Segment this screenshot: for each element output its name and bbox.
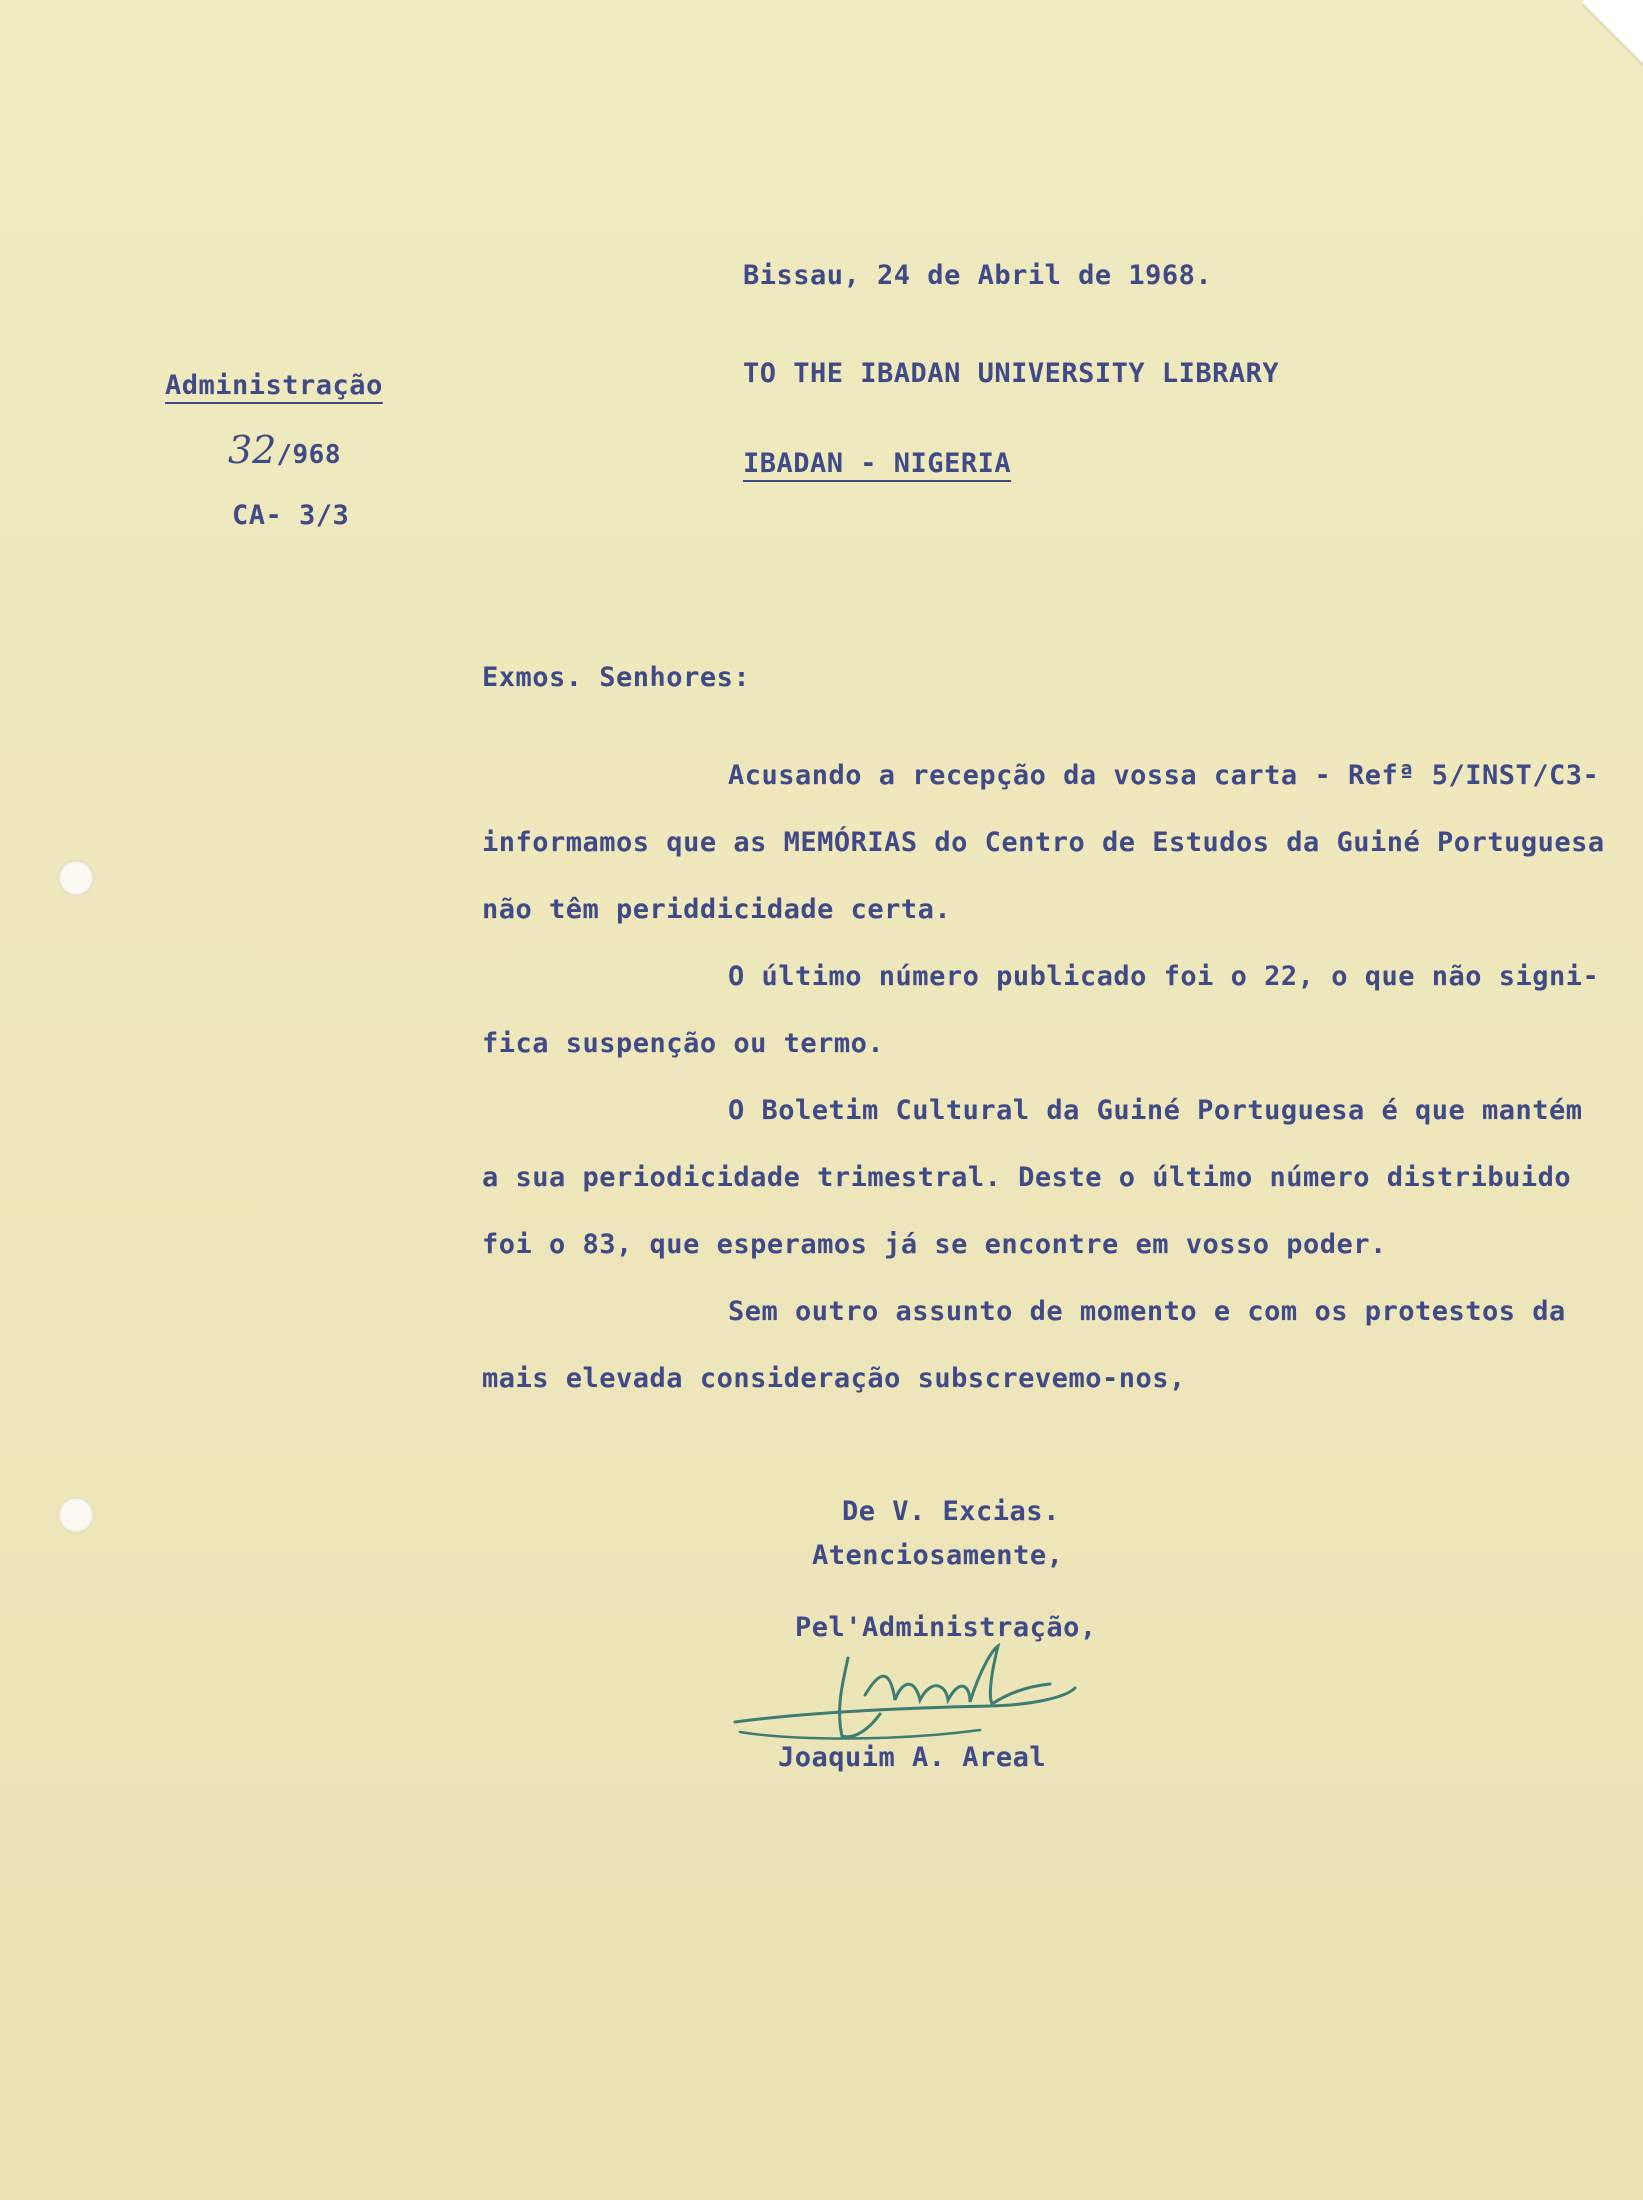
body-line: a sua periodicidade trimestral. Deste o último número distribuido	[482, 1162, 1572, 1193]
body-line: foi o 83, que esperamos já se encontre em vosso poder.	[482, 1229, 1387, 1260]
date-line: Bissau, 24 de Abril de 1968.	[743, 260, 1213, 291]
punch-hole	[58, 1497, 94, 1533]
body-line: não têm periddicidade certa.	[482, 894, 952, 925]
signatory-name: Joaquim A. Areal	[778, 1742, 1047, 1773]
handwritten-number: 32	[228, 428, 277, 472]
body-line: fica suspenção ou termo.	[482, 1028, 885, 1059]
body-line: informamos que as MEMÓRIAS do Centro de Estudos da Guiné Portuguesa	[482, 827, 1605, 858]
salutation: Exmos. Senhores:	[482, 662, 751, 693]
closing-line-1: De V. Excias.	[842, 1496, 1060, 1527]
body-line: Sem outro assunto de momento e com os protestos da	[728, 1296, 1566, 1327]
folded-corner	[1583, 0, 1643, 70]
body-line: mais elevada consideração subscrevemo-nos,	[482, 1363, 1186, 1394]
punch-hole	[58, 860, 94, 896]
closing-line-2: Atenciosamente,	[812, 1540, 1064, 1571]
body-line: O Boletim Cultural da Guiné Portuguesa é que mantém	[728, 1095, 1583, 1126]
body-line: O último número publicado foi o 22, o que não signi-	[728, 961, 1600, 992]
reference-number	[228, 428, 341, 472]
recipient-line-1: TO THE IBADAN UNIVERSITY LIBRARY	[743, 358, 1280, 389]
handwritten-signature	[730, 1640, 1090, 1750]
recipient-line-2: IBADAN - NIGERIA	[743, 448, 1012, 479]
reference-code: CA- 3/3	[232, 500, 350, 531]
department-label: Administração	[165, 370, 383, 401]
closing-line-3: Pel'Administração,	[795, 1612, 1097, 1643]
body-line: Acusando a recepção da vossa carta - Refª 5/INST/C3-	[728, 760, 1600, 791]
typed-year: /968	[276, 440, 341, 470]
